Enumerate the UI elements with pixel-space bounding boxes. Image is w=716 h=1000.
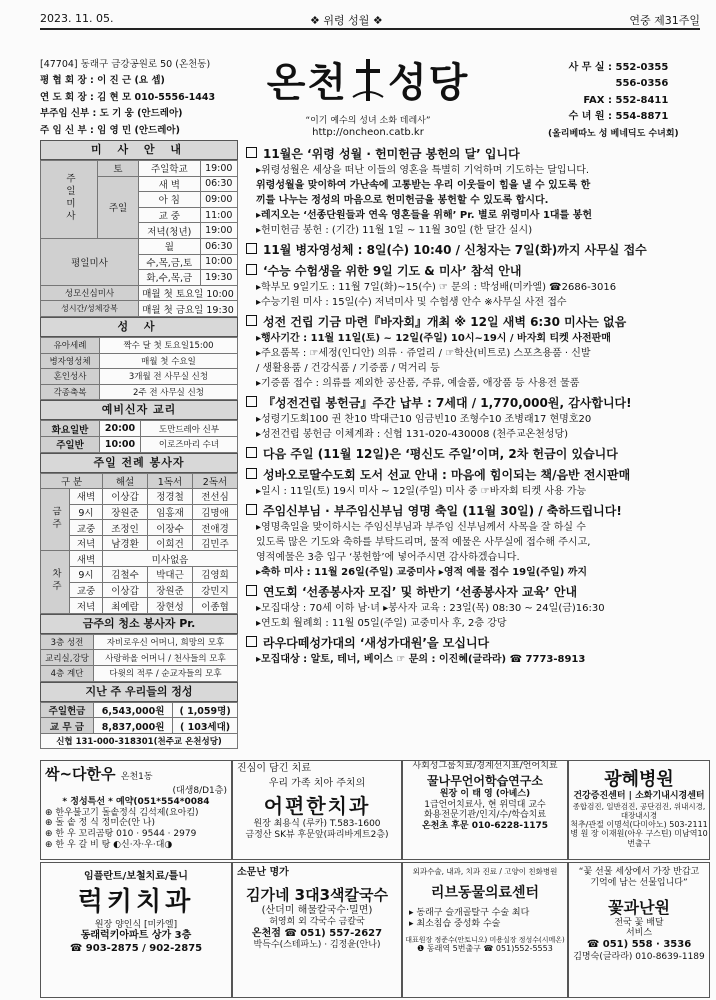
- notices-column: [246, 146, 708, 671]
- parish-staff-info: [40, 57, 248, 139]
- notice-yeondo: 연도회 ‘선종봉사자 모집’ 및 하반기 ‘선종봉사자 교육’ 안내 ▸모집대상 : 70세 이하 남·녀 ▸봉사자 교육 : 23일(목) 08:30 ~ 24일(금)16:30 ▸연도회 월례회 : 11월 05일(주일) 교중미사 후, 2층 강당: [246, 584, 708, 631]
- church-url[interactable]: http://oncheon.catb.kr: [312, 126, 424, 138]
- ad-dental-clinic: 진심이 담긴 치료 우리 가족 치아 주치의 어편한치과 원장 최용식 (루카) T.583-1600 금정산 SK뷰 후문앞(파리바게트2층): [232, 760, 402, 860]
- left-column: [40, 140, 238, 749]
- address-row: [47704] 동래구 금강공원로 50 (온천동): [40, 59, 211, 70]
- servers-table: 구 분 해설 1독서 2독서 금주 새벽 이상갑 정경철 전선심 9시 장원준 임홍재 김명애 교중 조정인 이장수 전애경 저녁 남경환 이희건 김민주 차주 새벽 미사없음 9시 김철수 박대근 김영희 교중 이상갑 장원준 강민지 저녁 최예람 장현성 이종협: [40, 473, 238, 614]
- office-phone-row: 사 무 실 : 552-0355: [568, 62, 669, 73]
- ad-language-center: 사회성그룹치료/경계선지표/언어치료 꿀나무언어학습연구소 원장 이 태 영 (아녜스) 1급언어치료사, 현 위덕대 교수 화용전문기관/인지/수/학습치료 온천초 후문 010-6228-1175: [402, 760, 568, 860]
- cleaning-table: 3층 성전 자비로우신 어머니, 희망의 모후 교리실,강당 사랑하올 어머니 / 천사들의 모후 4층 계단 다윗의 적루 / 순교자들의 모후: [40, 634, 238, 682]
- issue-date: 2023. 11. 05.: [40, 12, 114, 25]
- notice-exam-prayer: ‘수능 수험생을 위한 9일 기도 & 미사’ 참석 안내 ▸학부모 9일기도 : 11월 7일(화)~15(수) ☞ 문의 : 박성배(미카엘) ☎2686-3016 ▸수능기원 미사 : 15일(수) 저녁미사 및 수험생 안수 ※사무실 사전 접수: [246, 263, 708, 310]
- office-phone2-row: 556-0356: [615, 78, 669, 90]
- offering-table: 주일헌금 6,543,000원 ( 1,059명) 교 무 금 8,837,000원 ( 103세대) 신협 131-000-318301(천주교 온천성당): [40, 702, 238, 750]
- cleaning-title: 금주의 청소 봉사자 Pr.: [40, 614, 238, 634]
- liturgical-week: 연중 제31주일: [629, 14, 700, 27]
- top-line: [40, 10, 700, 30]
- notice-feast-day: 주임신부님 · 부주임신부님 영명 축일 (11월 30일) / 축하드립니다! ▸영명축일을 맞이하시는 주임신부님과 부주임 신부님께서 사목을 잘 하실 수 있도록 많은 기도와 축하를 부탁드리며, 물적 예물은 사무실에 접수해 주시고, 영적예물은 3층 입구 ‘봉헌함’에 넣어주시면 감사하겠습니다. ▸축하 미사 : 11월 26일(주일) 교중미사 ▸영적 예물 접수 19일(주일) 까지: [246, 503, 708, 580]
- servers-title: 주일 전례 봉사자: [40, 453, 238, 473]
- pastor-row: 주 임 신 부 : 임 영 민 (안드레아): [40, 124, 180, 136]
- month-theme: ❖ 위령 성월 ❖: [310, 14, 383, 27]
- catechumen-title: 예비신자 교리: [40, 400, 238, 420]
- church-name: 온천 성당: [258, 57, 478, 116]
- notice-laity-sunday: 다음 주일 (11월 12일)은 ‘평신도 주일’이며, 2차 헌금이 있습니다: [246, 446, 708, 463]
- notice-building-fund: 『성전건립 봉헌금』주간 납부 : 7세대 / 1,770,000원, 감사합니다! ▸성령기도회100 권 찬10 박대근10 임금빈10 조형수10 조병래17 현명호20 ▸성전건립 봉헌금 이체계좌 : 신협 131-020-430008 (천주교온천성당): [246, 395, 708, 442]
- sacrament-title: 성 사: [40, 317, 238, 337]
- catechumen-table: 화요일반 20:00 도만드레아 신부 주일반 10:00 이로즈마리 수녀: [40, 420, 238, 452]
- mass-schedule-table: 주일미사 토 주일학교 19:00 주일 새 벽 06:30 아 침 09:00 교 중 11:00 저녁(청년) 19:00 평일미사 월 06:30 수,목,금,토 10:00 화,수,목,금 19:30 성모신심미사 매월 첫 토요일 10:00 성시간/성체강복 매월 첫 금요일 19:30: [40, 160, 238, 317]
- notice-choir: 라우다떼성가대의 ‘새성가대원’을 모십니다 ▸모집대상 : 알토, 테너, 베이스 ☞ 문의 : 이진혜(글라라) ☎ 7773-8913: [246, 635, 708, 667]
- notice-sick-communion: 11월 병자영성체 : 8일(수) 10:40 / 신청자는 7일(화)까지 사무실 접수: [246, 242, 708, 259]
- convent-row: 수 녀 원 : 554-8871: [568, 111, 669, 123]
- ad-noodle-restaurant: 소문난 명가 김가네 3대3색칼국수 (산더미 해물칼국수·밀면) 허영희 외 각국수 금칼국 온천점 ☎ 051) 557-2627 박득수(스테파노) · 김정윤(안나): [232, 862, 402, 998]
- ad-animal-clinic: 외과수술, 내과, 치과 진료 / 고양이 친화병원 리브동물의료센터 ▸ 동래구 슬개골탈구 수술 최다 ▸ 최소침습 중성화 수술 대표원장 정준수(안토니오) 미용실장 정성수(시메온) ❶ 동래역 5번출구 ☎ 051)552-5553: [402, 862, 568, 998]
- fax-row: FAX : 552-8411: [583, 94, 669, 106]
- notice-memorial-month: 11월은 ‘위령 성월 · 헌미헌금 봉헌의 달’ 입니다 ▸위령성월은 세상을 떠난 이들의 영혼을 특별히 기억하며 기도하는 달입니다. 위령성월을 맞이하여 가난속에 고통받는 우리 이웃들이 힘을 낼 수 있도록 한 끼를 나누는 정성의 마음으로 헌미헌금을 봉헌할 수 있도록 합시다. ▸레지오는 ‘선종단원들과 연옥 영혼들을 위해’ Pr. 별로 위령미사 1대를 봉헌 ▸헌미헌금 봉헌 : (기간) 11월 1일 ~ 11월 30일 (한 달간 실시): [246, 146, 708, 238]
- mass-schedule-title: 미 사 안 내: [40, 140, 238, 160]
- contact-info: [548, 60, 708, 142]
- council-president-row: 평 협 회 장 : 이 진 근 (요 셉): [40, 75, 165, 87]
- ad-flower-shop: “꽃 선물 세상에서 가장 반갑고 기억에 남는 선물입니다” 꽃과난원 전국 꽃 배달 서비스 ☎ 051) 558 · 3536 김명숙(글라라) 010-8639-1189: [568, 862, 710, 998]
- ad-lucky-dental: 임플란트/보철치료/틀니 럭키치과 원장 양인식 [미카엘] 동래럭키아파트 상가 3층 ☎ 903-2875 / 902-2875: [40, 862, 232, 998]
- ad-beef-restaurant: 싹~다한우 온천1동 (대생8/D1층) * 정성특선 * 예약(051*554*0084 ⊕ 한우불고기 돌솥정식 김석제(요아킴) ⊕ 돌 솥 정 식 정미순(안 나) ⊕ 한 우 꼬리곰탕 010 · 9544 · 2979 ⊕ 한 우 갈 비 탕 ◐신·자·우·대◑: [40, 760, 232, 860]
- cross-icon: [348, 57, 388, 116]
- assistant-priest-row: 부주임 신부 : 도 기 웅 (안드레아): [40, 108, 183, 120]
- notice-bazaar: 성전 건립 기금 마련『바자회』개최 ※ 12일 새벽 6:30 미사는 없음 ▸행사기간 : 11월 11일(토) ~ 12일(주일) 10시~19시 / 바자회 티켓 사전판매 ▸주요품목 : ☞세정(인디안) 의류 · 쥬얼리 / ☞학산(비트로) 스포츠용품 · 신발 / 생활용품 / 건강식품 / 기증품 / 먹거리 등 ▸기증품 접수 : 의류를 제외한 공산품, 주류, 예술품, 애장품 등 사용전 물품: [246, 314, 708, 391]
- offering-title: 지난 주 우리들의 정성: [40, 682, 238, 702]
- ad-hospital: 광혜병원 건강증진센터 | 소화기내시경센터 종합검진, 일반검진, 공단검진, 위내시경, 대장내시경 척추/관절 이명석(다미아노) 503-2111 병 원 장 이재원(아우 구스틴) 미남역10번출구: [568, 760, 710, 860]
- church-slogan: “이기 예수의 성녀 소화 데레사”: [305, 116, 431, 126]
- sacrament-table: 유아세례 짝수 달 첫 토요일15:00 병자영성체 매월 첫 수요일 혼인성사 3개월 전 사무실 신청 각종축복 2주 전 사무실 신청: [40, 337, 238, 400]
- yeondo-president-row: 연 도 회 장 : 김 현 모 010-5556-1443: [40, 91, 216, 103]
- church-title: [258, 57, 478, 139]
- convent-name: (올리베따노 성 베네딕도 수녀회): [548, 128, 679, 139]
- notice-book-sale: 성바오로딸수도회 도서 선교 안내 : 마음에 힘이되는 책/음반 전시판매 ▸일시 : 11일(토) 19시 미사 ~ 12일(주일) 미사 중 ☞바자회 티켓 사용 가능: [246, 467, 708, 499]
- offering-account: 신협 131-000-318301(천주교 온천성당): [41, 733, 238, 749]
